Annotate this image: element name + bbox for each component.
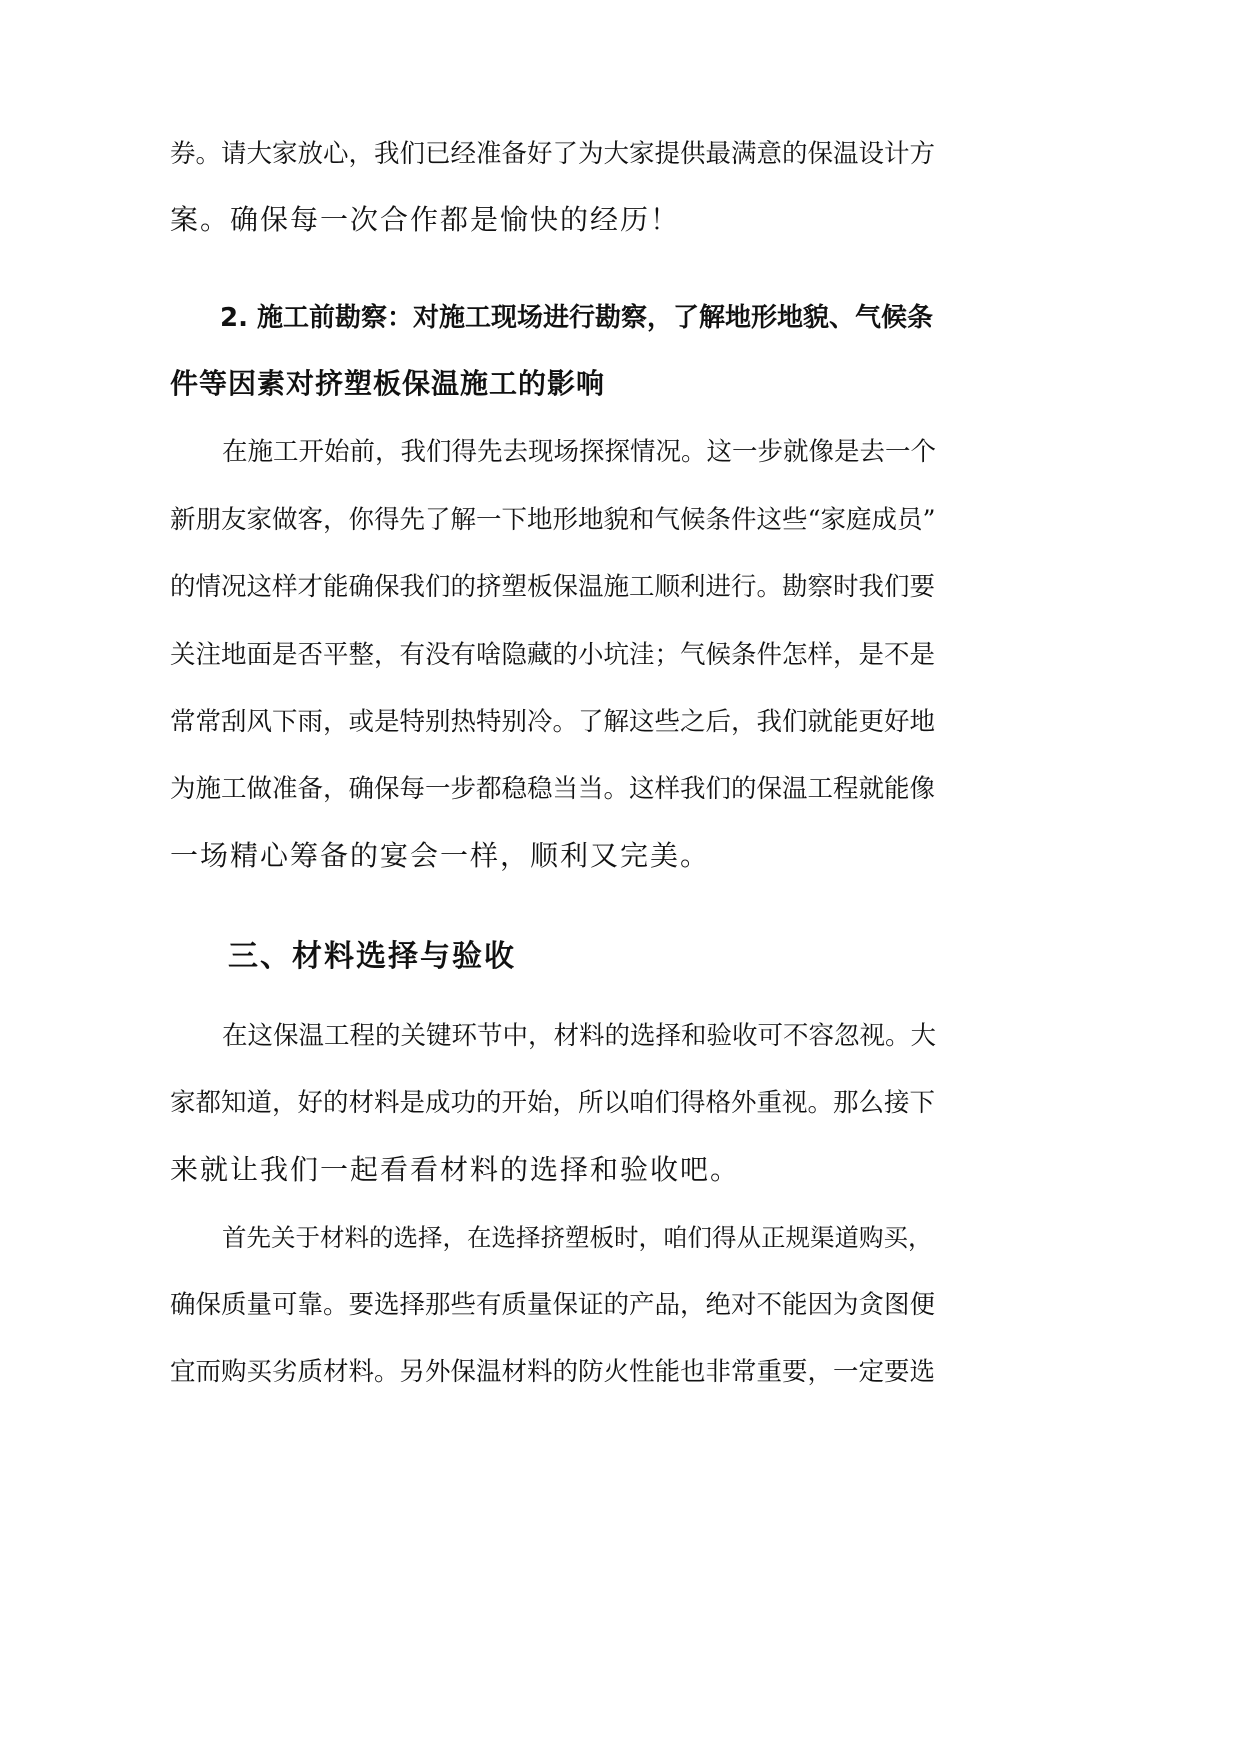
paragraph-line: 为施工做准备，确保每一步都稳稳当当。这样我们的保温工程就能像 [170, 774, 936, 804]
paragraph-line: 的情况这样才能确保我们的挤塑板保温施工顺利进行。勘察时我们要 [170, 572, 936, 602]
paragraph-line: 关注地面是否平整，有没有啥隐藏的小坑洼；气候条件怎样，是不是 [170, 640, 936, 670]
intro-line: 案。确保每一次合作都是愉快的经历！ [170, 203, 681, 236]
paragraph-line: 在这保温工程的关键环节中，材料的选择和验收可不容忽视。大 [222, 1021, 937, 1051]
paragraph-line: 新朋友家做客，你得先了解一下地形地貌和气候条件这些“家庭成员” [170, 505, 936, 535]
paragraph-line: 首先关于材料的选择，在选择挤塑板时，咱们得从正规渠道购买， [222, 1223, 933, 1252]
paragraph-line: 常常刮风下雨，或是特别热特别冷。了解这些之后，我们就能更好地 [170, 707, 936, 737]
intro-line: 券。请大家放心，我们已经准备好了为大家提供最满意的保温设计方 [170, 139, 936, 169]
paragraph-line: 在施工开始前，我们得先去现场探探情况。这一步就像是去一个 [222, 437, 937, 467]
paragraph-line: 来就让我们一起看看材料的选择和验收吧。 [170, 1153, 741, 1186]
subheading-line: 2. 施工前勘察：对施工现场进行勘察，了解地形地貌、气候条 [220, 303, 934, 333]
paragraph-line: 确保质量可靠。要选择那些有质量保证的产品，绝对不能因为贪图便 [170, 1290, 936, 1320]
paragraph-line: 一场精心筹备的宴会一样，顺利又完美。 [170, 839, 711, 872]
paragraph-line: 宜而购买劣质材料。另外保温材料的防火性能也非常重要，一定要选 [170, 1357, 936, 1387]
subheading-line: 件等因素对挤塑板保温施工的影响 [170, 367, 606, 400]
section-heading: 三、材料选择与验收 [228, 939, 516, 974]
paragraph-line: 家都知道，好的材料是成功的开始，所以咱们得格外重视。那么接下 [170, 1088, 936, 1118]
